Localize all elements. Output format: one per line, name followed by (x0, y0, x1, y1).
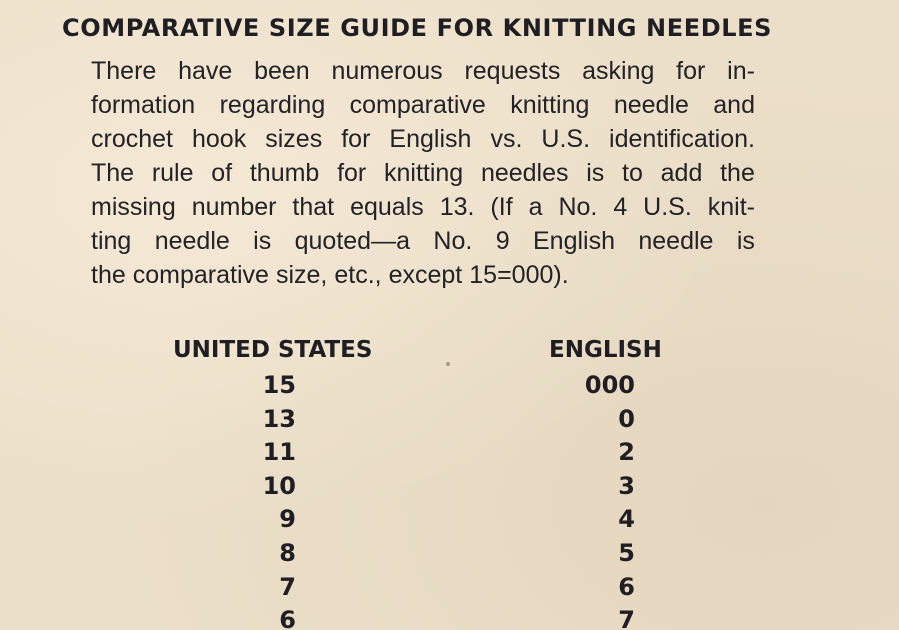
intro-line (91, 224, 755, 258)
us-size-cell: 9 (279, 505, 296, 534)
english-size-cell: 0 (618, 404, 635, 433)
english-size-cell: 2 (618, 438, 635, 467)
column-header-english: ENGLISH (549, 337, 662, 363)
intro-word: thumb (249, 159, 320, 187)
paper-speck (446, 362, 450, 366)
intro-line (91, 122, 755, 156)
intro-word: the (720, 159, 755, 187)
us-size-cell: 11 (262, 438, 296, 467)
intro-word: is (586, 159, 605, 187)
intro-word: English (532, 227, 615, 255)
intro-word: comparative (349, 91, 486, 119)
intro-word: is (736, 227, 755, 255)
intro-line (91, 88, 755, 122)
intro-word: U.S. (643, 193, 692, 221)
intro-word: asking (582, 57, 655, 85)
intro-word: vs. (490, 125, 523, 153)
intro-word: 4 (613, 193, 628, 221)
table-row (0, 503, 899, 537)
column-header-united-states: UNITED STATES (173, 337, 373, 363)
intro-word: in- (727, 57, 755, 85)
intro-word: the (91, 261, 126, 289)
intro-word: ting (91, 227, 132, 255)
table-row (0, 470, 899, 504)
us-size-cell: 13 (262, 404, 296, 433)
intro-word: of (211, 159, 233, 187)
intro-word: needle (613, 91, 689, 119)
us-size-cell: 7 (279, 572, 296, 601)
intro-word: missing (91, 193, 176, 221)
intro-word: hook (192, 125, 247, 153)
intro-word: knitting (383, 159, 464, 187)
intro-word: 13. (439, 193, 475, 221)
intro-line (91, 258, 755, 292)
intro-word: have (178, 57, 233, 85)
english-size-cell: 000 (584, 371, 635, 399)
table-row (0, 571, 899, 605)
english-size-cell: 3 (618, 471, 635, 500)
intro-word: needle (638, 227, 714, 255)
intro-word: size, (275, 261, 328, 289)
intro-word: is (253, 227, 272, 255)
intro-word: quoted—a (294, 227, 410, 255)
english-size-cell: 5 (618, 538, 635, 567)
page-title: COMPARATIVE SIZE GUIDE FOR KNITTING NEEDLES (62, 14, 773, 42)
us-size-cell: 8 (279, 538, 296, 567)
intro-word: needle (154, 227, 230, 255)
intro-word: numerous (331, 57, 443, 85)
table-row (0, 403, 899, 437)
intro-word: sizes (265, 125, 323, 153)
intro-word: crochet (91, 125, 173, 153)
intro-word: except (388, 261, 463, 289)
intro-word: been (254, 57, 310, 85)
intro-word: The (91, 159, 135, 187)
intro-word: regarding (219, 91, 326, 119)
table-row (0, 436, 899, 470)
intro-word: knitting (510, 91, 590, 119)
intro-word: and (713, 91, 755, 119)
intro-word: for (341, 125, 371, 153)
intro-word: There (91, 57, 157, 85)
size-table (0, 369, 899, 630)
intro-word: No. (433, 227, 473, 255)
us-size-cell: 15 (262, 371, 296, 399)
english-size-cell: 4 (618, 505, 635, 534)
english-size-cell: 6 (618, 572, 635, 601)
intro-word: comparative (132, 261, 269, 289)
intro-word: (If (490, 193, 513, 221)
intro-word: for (337, 159, 367, 187)
english-size-cell: 7 (618, 606, 635, 630)
intro-word: a (528, 193, 543, 221)
intro-word: etc., (334, 261, 382, 289)
intro-word: to (622, 159, 643, 187)
intro-line (91, 54, 755, 88)
intro-word: rule (151, 159, 194, 187)
intro-word: requests (464, 57, 561, 85)
us-size-cell: 6 (279, 606, 296, 630)
intro-word: English (389, 125, 472, 153)
intro-word: add (660, 159, 703, 187)
intro-word: number (191, 193, 277, 221)
table-row (0, 369, 899, 403)
intro-word: needles (480, 159, 569, 187)
intro-word: equals (350, 193, 424, 221)
table-row (0, 604, 899, 630)
intro-word: formation (91, 91, 196, 119)
us-size-cell: 10 (262, 471, 296, 500)
intro-paragraph (91, 54, 755, 292)
intro-word: knit- (707, 193, 755, 221)
intro-word: 15=000). (469, 261, 569, 289)
intro-word: No. (558, 193, 598, 221)
intro-word: for (676, 57, 706, 85)
intro-line (91, 156, 755, 190)
intro-word: identification. (609, 125, 755, 153)
intro-word: that (292, 193, 335, 221)
table-row (0, 537, 899, 571)
intro-word: U.S. (541, 125, 591, 153)
intro-word: 9 (495, 227, 510, 255)
intro-line (91, 190, 755, 224)
